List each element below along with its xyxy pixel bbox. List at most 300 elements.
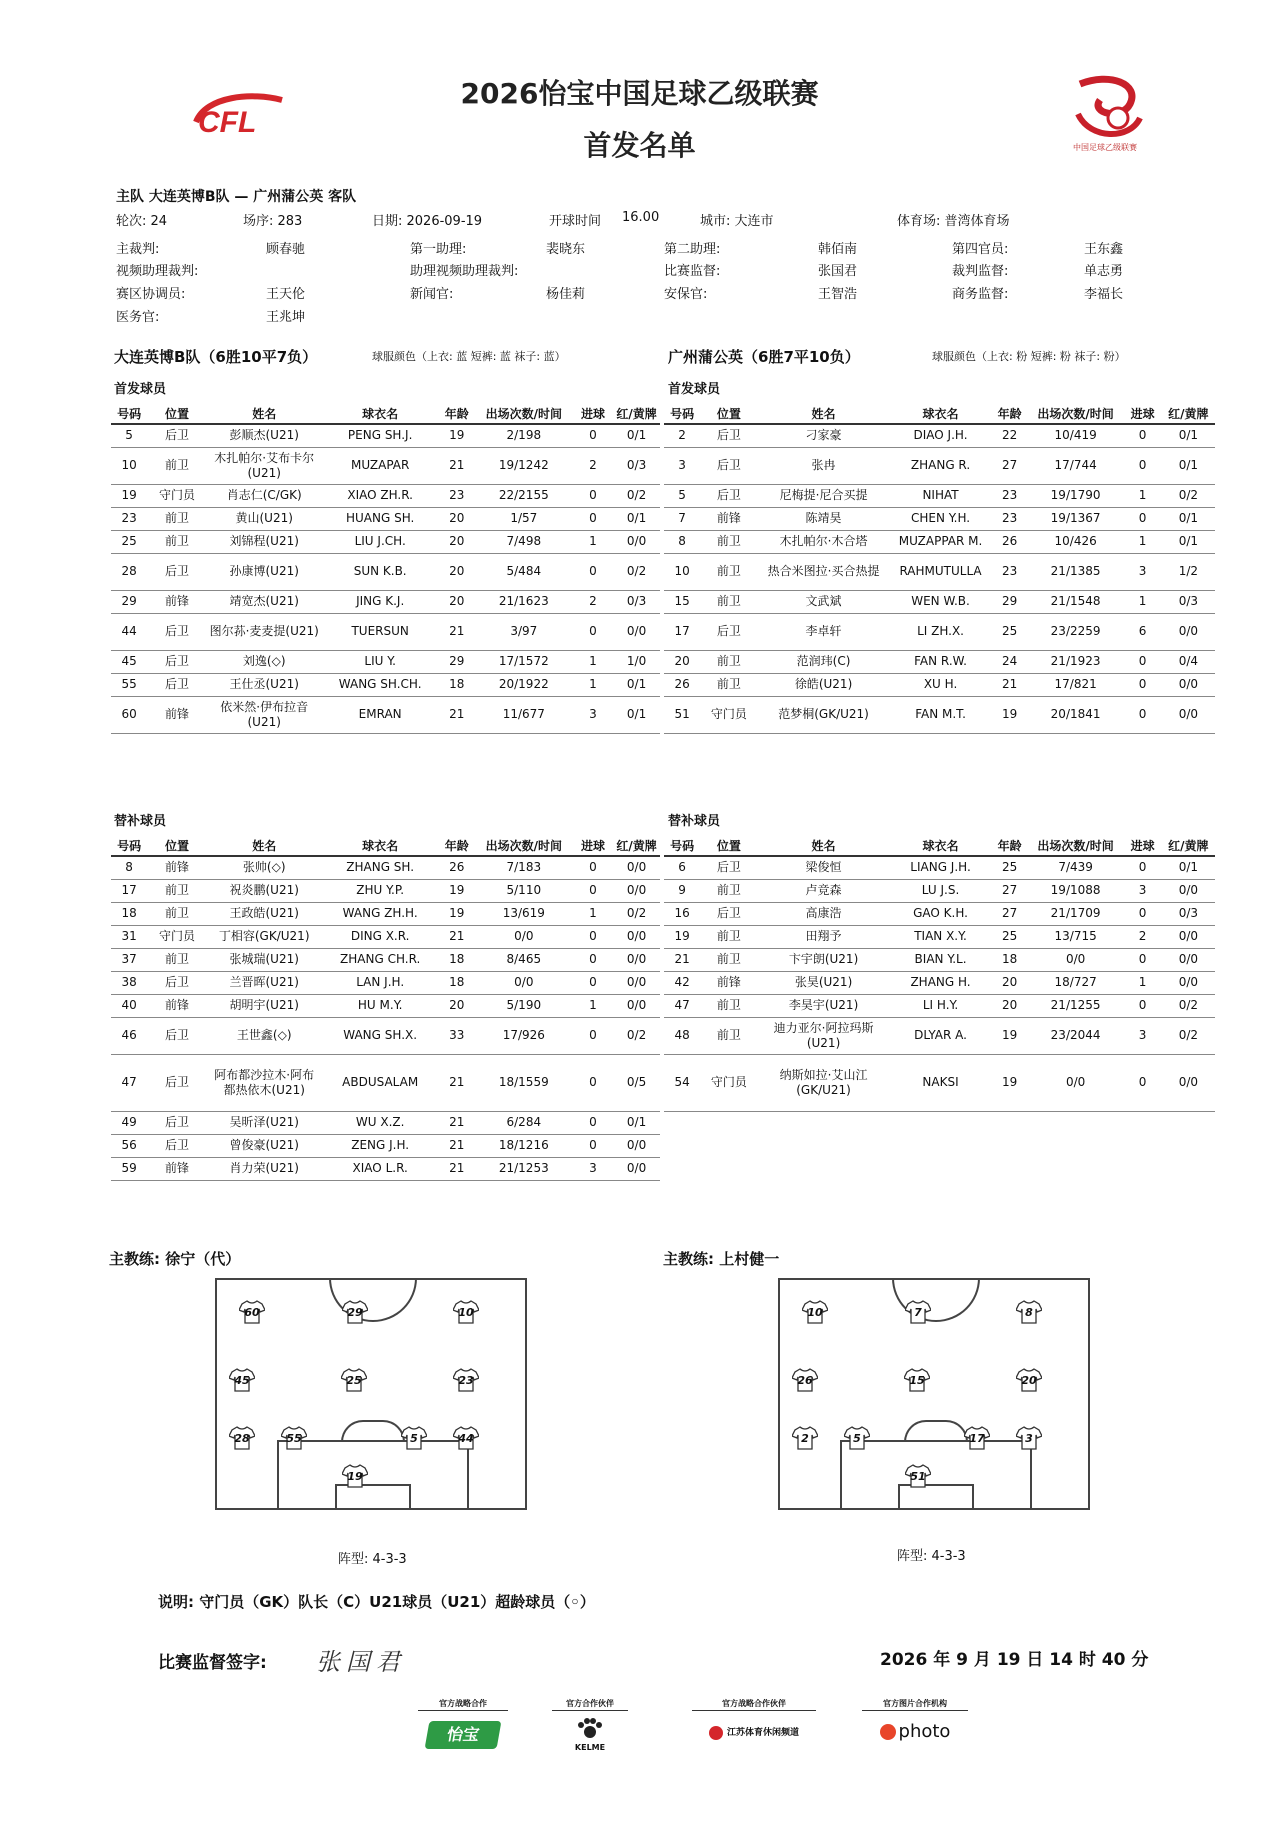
player-goals: 0 — [573, 1111, 613, 1134]
player-name: 肖志仁(C/GK) — [207, 484, 322, 507]
player-pos: 后卫 — [147, 971, 207, 994]
player-goals: 1 — [573, 650, 613, 673]
player-row — [664, 673, 1215, 696]
player-pos: 前卫 — [700, 530, 757, 553]
official-label: 第四官员: — [952, 242, 1009, 257]
player-shirt: LI ZH.X. — [889, 613, 991, 650]
player-no: 45 — [111, 650, 147, 673]
player-age: 20 — [439, 590, 475, 613]
cfl-logo — [192, 92, 284, 136]
player-apps: 13/619 — [475, 902, 573, 925]
player-cards: 0/0 — [613, 925, 660, 948]
round: 轮次: 24 — [116, 214, 168, 229]
player-cards: 0/0 — [1162, 879, 1215, 902]
player-age: 21 — [439, 1157, 475, 1180]
column-header: 号码 — [664, 836, 700, 856]
official-value: 王兆坤 — [266, 310, 306, 325]
player-age: 29 — [992, 590, 1028, 613]
jersey-icon — [239, 1300, 265, 1324]
player-goals: 0 — [1123, 447, 1161, 484]
player-apps: 22/2155 — [475, 484, 573, 507]
player-row — [664, 696, 1215, 733]
league-logo — [1060, 74, 1150, 156]
player-row — [664, 484, 1215, 507]
player-no: 9 — [664, 879, 700, 902]
official-label: 主裁判: — [116, 242, 160, 257]
player-goals: 3 — [1123, 879, 1161, 902]
venue-number: 场序: 283 — [243, 214, 303, 229]
jersey-icon — [342, 1300, 368, 1324]
player-age: 33 — [439, 1017, 475, 1054]
player-no: 19 — [111, 484, 147, 507]
player-no: 15 — [664, 590, 700, 613]
player-row — [664, 447, 1215, 484]
home-starters-label: 首发球员 — [114, 382, 167, 397]
column-header: 年龄 — [439, 836, 475, 856]
player-name: 高康浩 — [758, 902, 890, 925]
sponsor-kelme — [552, 1698, 628, 1752]
away-subs-label: 替补球员 — [668, 814, 721, 829]
player-row — [664, 530, 1215, 553]
home-formation-pitch — [215, 1278, 527, 1510]
player-goals: 1 — [1123, 971, 1161, 994]
jersey-icon — [802, 1300, 828, 1324]
player-name: 张昊(U21) — [758, 971, 890, 994]
column-header: 球衣名 — [889, 404, 991, 424]
player-apps: 10/426 — [1028, 530, 1124, 553]
player-no: 21 — [664, 948, 700, 971]
player-pos: 前锋 — [700, 971, 757, 994]
player-name: 曾俊豪(U21) — [207, 1134, 322, 1157]
player-pos: 后卫 — [700, 447, 757, 484]
column-header: 号码 — [111, 836, 147, 856]
column-header: 进球 — [573, 404, 613, 424]
player-no: 5 — [664, 484, 700, 507]
player-row — [111, 925, 660, 948]
player-row — [664, 424, 1215, 447]
player-age: 21 — [439, 447, 475, 484]
jersey-number: 25 — [346, 1374, 362, 1387]
player-apps: 21/1385 — [1028, 553, 1124, 590]
official-value: 李福长 — [1084, 287, 1124, 302]
official-value: 杨佳莉 — [546, 287, 586, 302]
kickoff-value: 16.00 — [622, 210, 660, 225]
sponsor-yibao — [418, 1698, 508, 1749]
player-pos: 前卫 — [700, 650, 757, 673]
title-line2: 首发名单 — [583, 129, 696, 162]
player-pos: 前卫 — [147, 530, 207, 553]
player-row — [111, 902, 660, 925]
sponsor-caption: 官方图片合作机构 — [862, 1698, 968, 1711]
player-row — [111, 650, 660, 673]
home-subs-table — [111, 836, 660, 1181]
player-apps: 0/0 — [1028, 1054, 1124, 1111]
player-age: 19 — [439, 424, 475, 447]
player-name: 范润玮(C) — [758, 650, 890, 673]
player-shirt: MUZAPAR — [322, 447, 439, 484]
column-header: 姓名 — [207, 836, 322, 856]
jersey-number: 44 — [458, 1432, 474, 1445]
player-row — [111, 1111, 660, 1134]
player-apps: 23/2259 — [1028, 613, 1124, 650]
player-age: 27 — [992, 879, 1028, 902]
player-cards: 0/1 — [1162, 447, 1215, 484]
player-goals: 0 — [1123, 507, 1161, 530]
player-apps: 20/1922 — [475, 673, 573, 696]
jersey-number: 51 — [910, 1470, 926, 1483]
player-shirt: BIAN Y.L. — [889, 948, 991, 971]
jiangsu-logo-icon — [709, 1726, 723, 1740]
player-shirt: FAN R.W. — [889, 650, 991, 673]
official-label: 医务官: — [116, 310, 160, 325]
player-goals: 0 — [1123, 902, 1161, 925]
jersey-number: 28 — [234, 1432, 250, 1445]
player-shirt: TUERSUN — [322, 613, 439, 650]
player-age: 21 — [439, 925, 475, 948]
player-age: 20 — [439, 507, 475, 530]
player-age: 21 — [439, 1054, 475, 1111]
player-cards: 0/0 — [613, 1157, 660, 1180]
player-pos: 前卫 — [700, 590, 757, 613]
teams-line: 主队 大连英博B队 — 广州蒲公英 客队 — [116, 189, 357, 205]
player-goals: 0 — [1123, 673, 1161, 696]
player-row — [111, 507, 660, 530]
away-subs-table — [664, 836, 1215, 1112]
player-row — [111, 948, 660, 971]
player-goals: 0 — [1123, 1054, 1161, 1111]
player-shirt: HUANG SH. — [322, 507, 439, 530]
player-cards: 0/5 — [613, 1054, 660, 1111]
player-apps: 18/1216 — [475, 1134, 573, 1157]
player-no: 19 — [664, 925, 700, 948]
official-label: 比赛监督: — [664, 264, 721, 279]
player-cards: 0/0 — [613, 971, 660, 994]
player-apps: 5/484 — [475, 553, 573, 590]
player-shirt: NAKSI — [889, 1054, 991, 1111]
player-goals: 1 — [1123, 484, 1161, 507]
player-goals: 0 — [573, 613, 613, 650]
player-name: 卢竞森 — [758, 879, 890, 902]
player-shirt: WANG SH.X. — [322, 1017, 439, 1054]
photo-logo-icon — [880, 1724, 896, 1740]
official-label: 新闻官: — [410, 287, 454, 302]
jersey-icon — [792, 1426, 818, 1450]
player-name: 丁相容(GK/U21) — [207, 925, 322, 948]
official-value: 王天伦 — [266, 287, 306, 302]
player-pos: 后卫 — [700, 613, 757, 650]
player-goals: 2 — [573, 447, 613, 484]
player-apps: 10/419 — [1028, 424, 1124, 447]
player-pos: 后卫 — [147, 1054, 207, 1111]
jersey-number: 5 — [410, 1432, 418, 1445]
jersey-icon — [453, 1300, 479, 1324]
jersey-icon — [792, 1368, 818, 1392]
official-label: 商务监督: — [952, 287, 1009, 302]
column-header: 进球 — [1123, 836, 1161, 856]
player-shirt: CHEN Y.H. — [889, 507, 991, 530]
player-cards: 0/0 — [613, 994, 660, 1017]
player-apps: 7/439 — [1028, 856, 1124, 879]
column-header: 红/黄牌 — [613, 404, 660, 424]
player-no: 37 — [111, 948, 147, 971]
column-header: 姓名 — [758, 404, 890, 424]
player-apps: 3/97 — [475, 613, 573, 650]
jersey-number: 55 — [286, 1432, 302, 1445]
player-goals: 0 — [1123, 650, 1161, 673]
player-age: 25 — [992, 925, 1028, 948]
player-shirt: MUZAPPAR M. — [889, 530, 991, 553]
jersey-number: 19 — [347, 1470, 363, 1483]
player-goals: 0 — [573, 1017, 613, 1054]
player-no: 26 — [664, 673, 700, 696]
player-row — [664, 1017, 1215, 1054]
player-apps: 21/1623 — [475, 590, 573, 613]
player-age: 23 — [992, 507, 1028, 530]
player-pos: 后卫 — [700, 424, 757, 447]
player-pos: 后卫 — [147, 673, 207, 696]
player-goals: 0 — [573, 1134, 613, 1157]
player-shirt: EMRAN — [322, 696, 439, 733]
player-name: 刘逸(◇) — [207, 650, 322, 673]
player-shirt: LU J.S. — [889, 879, 991, 902]
kelme-paw-icon — [575, 1717, 605, 1739]
player-cards: 0/0 — [1162, 971, 1215, 994]
player-goals: 1 — [1123, 590, 1161, 613]
player-goals: 0 — [573, 484, 613, 507]
player-goals: 0 — [1123, 696, 1161, 733]
player-cards: 0/3 — [1162, 590, 1215, 613]
player-age: 27 — [992, 902, 1028, 925]
player-row — [664, 856, 1215, 879]
player-pos: 守门员 — [147, 925, 207, 948]
player-cards: 0/1 — [1162, 507, 1215, 530]
player-shirt: ZENG J.H. — [322, 1134, 439, 1157]
signature-label: 比赛监督签字: — [158, 1653, 267, 1673]
kelme-logo-text: KELME — [574, 1743, 606, 1752]
player-goals: 1 — [573, 902, 613, 925]
column-header: 出场次数/时间 — [1028, 404, 1124, 424]
player-cards: 0/2 — [1162, 994, 1215, 1017]
player-name: 王仕丞(U21) — [207, 673, 322, 696]
player-pos: 前卫 — [700, 553, 757, 590]
player-age: 20 — [992, 994, 1028, 1017]
player-pos: 前卫 — [147, 507, 207, 530]
player-name: 兰晋晖(U21) — [207, 971, 322, 994]
player-cards: 0/0 — [613, 1134, 660, 1157]
player-no: 18 — [111, 902, 147, 925]
player-no: 54 — [664, 1054, 700, 1111]
player-apps: 21/1709 — [1028, 902, 1124, 925]
jersey-icon — [1016, 1300, 1042, 1324]
jersey-icon — [905, 1300, 931, 1324]
jiangsu-logo-text — [692, 1725, 816, 1740]
column-header: 年龄 — [992, 404, 1028, 424]
player-goals: 3 — [1123, 1017, 1161, 1054]
player-pos: 后卫 — [147, 424, 207, 447]
jersey-number: 3 — [1025, 1432, 1033, 1445]
player-row — [111, 1157, 660, 1180]
player-pos: 后卫 — [700, 484, 757, 507]
player-apps: 21/1923 — [1028, 650, 1124, 673]
player-no: 38 — [111, 971, 147, 994]
player-cards: 0/0 — [613, 948, 660, 971]
player-pos: 后卫 — [147, 1134, 207, 1157]
player-name: 纳斯如拉·艾山江(GK/U21) — [758, 1054, 890, 1111]
match-date: 日期: 2026-09-19 — [372, 214, 483, 229]
player-no: 28 — [111, 553, 147, 590]
official-value: 顾春驰 — [266, 242, 306, 257]
player-name: 木扎帕尔·艾布卡尔(U21) — [207, 447, 322, 484]
player-apps: 17/821 — [1028, 673, 1124, 696]
jersey-number: 23 — [458, 1374, 474, 1387]
player-no: 31 — [111, 925, 147, 948]
stadium: 体育场: 普湾体育场 — [897, 214, 1010, 229]
home-coach: 主教练: 徐宁（代） — [109, 1250, 241, 1268]
player-no: 2 — [664, 424, 700, 447]
yibao-logo: 怡宝 — [425, 1721, 502, 1749]
sponsor-photo — [862, 1698, 968, 1742]
player-shirt: DLYAR A. — [889, 1017, 991, 1054]
player-pos: 守门员 — [147, 484, 207, 507]
player-row — [111, 1054, 660, 1111]
column-header: 出场次数/时间 — [475, 836, 573, 856]
player-apps: 17/926 — [475, 1017, 573, 1054]
player-row — [111, 484, 660, 507]
column-header: 出场次数/时间 — [1028, 836, 1124, 856]
column-header: 号码 — [111, 404, 147, 424]
player-name: 李卓轩 — [758, 613, 890, 650]
jersey-icon — [1016, 1426, 1042, 1450]
photo-logo — [862, 1721, 968, 1742]
sponsor-caption: 官方战略合作伙伴 — [692, 1698, 816, 1711]
player-no: 8 — [664, 530, 700, 553]
player-row — [664, 994, 1215, 1017]
home-subs-label: 替补球员 — [114, 814, 167, 829]
player-shirt: LAN J.H. — [322, 971, 439, 994]
player-no: 59 — [111, 1157, 147, 1180]
home-starters-table — [111, 404, 660, 734]
signed-time: 2026 年 9 月 19 日 14 时 40 分 — [880, 1650, 1149, 1670]
player-pos: 后卫 — [147, 553, 207, 590]
column-header: 年龄 — [992, 836, 1028, 856]
jersey-icon — [342, 1464, 368, 1488]
player-pos: 前卫 — [147, 447, 207, 484]
player-no: 17 — [664, 613, 700, 650]
player-goals: 0 — [1123, 856, 1161, 879]
player-apps: 19/1367 — [1028, 507, 1124, 530]
player-age: 23 — [992, 553, 1028, 590]
official-label: 助理视频助理裁判: — [410, 264, 519, 279]
player-goals: 0 — [1123, 994, 1161, 1017]
jiangsu-logo-name: 江苏体育休闲频道 — [726, 1728, 799, 1738]
jersey-number: 17 — [969, 1432, 985, 1445]
player-age: 25 — [992, 856, 1028, 879]
jersey-icon — [229, 1368, 255, 1392]
player-age: 18 — [439, 948, 475, 971]
player-no: 40 — [111, 994, 147, 1017]
player-row — [111, 971, 660, 994]
player-name: 陈靖昊 — [758, 507, 890, 530]
jersey-icon — [1016, 1368, 1042, 1392]
player-name: 图尔荪·麦麦提(U21) — [207, 613, 322, 650]
column-header: 出场次数/时间 — [475, 404, 573, 424]
player-no: 56 — [111, 1134, 147, 1157]
player-apps: 0/0 — [475, 971, 573, 994]
player-age: 19 — [439, 879, 475, 902]
player-name: 黄山(U21) — [207, 507, 322, 530]
player-age: 24 — [992, 650, 1028, 673]
player-age: 23 — [992, 484, 1028, 507]
player-name: 徐皓(U21) — [758, 673, 890, 696]
player-no: 7 — [664, 507, 700, 530]
player-pos: 后卫 — [147, 613, 207, 650]
player-name: 李昊宇(U21) — [758, 994, 890, 1017]
player-name: 依米然·伊布拉音(U21) — [207, 696, 322, 733]
column-header: 红/黄牌 — [1162, 404, 1215, 424]
player-goals: 1 — [1123, 530, 1161, 553]
player-goals: 0 — [573, 856, 613, 879]
player-no: 25 — [111, 530, 147, 553]
player-pos: 前卫 — [147, 948, 207, 971]
player-name: 阿布都沙拉木·阿布都热依木(U21) — [207, 1054, 322, 1111]
player-name: 张帅(◇) — [207, 856, 322, 879]
player-pos: 前锋 — [147, 590, 207, 613]
legend-note: 说明: 守门员（GK）队长（C）U21球员（U21）超龄球员（◦） — [158, 1593, 595, 1611]
player-row — [664, 879, 1215, 902]
player-cards: 0/2 — [613, 902, 660, 925]
official-value: 王智浩 — [818, 287, 858, 302]
player-shirt: ZHANG H. — [889, 971, 991, 994]
player-cards: 0/1 — [1162, 530, 1215, 553]
player-no: 44 — [111, 613, 147, 650]
player-no: 49 — [111, 1111, 147, 1134]
player-shirt: ABDUSALAM — [322, 1054, 439, 1111]
column-header: 红/黄牌 — [613, 836, 660, 856]
player-cards: 0/0 — [1162, 925, 1215, 948]
player-shirt: RAHMUTULLA — [889, 553, 991, 590]
player-cards: 0/3 — [1162, 902, 1215, 925]
player-shirt: DIAO J.H. — [889, 424, 991, 447]
player-no: 20 — [664, 650, 700, 673]
player-pos: 后卫 — [147, 650, 207, 673]
player-name: 范梦桐(GK/U21) — [758, 696, 890, 733]
player-apps: 8/465 — [475, 948, 573, 971]
player-cards: 0/1 — [613, 424, 660, 447]
column-header: 进球 — [1123, 404, 1161, 424]
player-cards: 0/4 — [1162, 650, 1215, 673]
player-age: 21 — [992, 673, 1028, 696]
player-goals: 0 — [573, 971, 613, 994]
player-pos: 前锋 — [147, 856, 207, 879]
jersey-number: 15 — [909, 1374, 925, 1387]
player-goals: 0 — [573, 1054, 613, 1111]
official-label: 赛区协调员: — [116, 287, 186, 302]
signature: 张国君 — [316, 1648, 406, 1676]
column-header: 年龄 — [439, 404, 475, 424]
player-apps: 2/198 — [475, 424, 573, 447]
official-label: 安保官: — [664, 287, 708, 302]
player-row — [111, 1134, 660, 1157]
player-pos: 前卫 — [700, 673, 757, 696]
player-shirt: XIAO ZH.R. — [322, 484, 439, 507]
column-header: 位置 — [147, 836, 207, 856]
player-cards: 0/3 — [613, 590, 660, 613]
player-age: 20 — [439, 530, 475, 553]
player-age: 20 — [439, 994, 475, 1017]
player-cards: 0/1 — [613, 1111, 660, 1134]
player-apps: 20/1841 — [1028, 696, 1124, 733]
player-age: 27 — [992, 447, 1028, 484]
